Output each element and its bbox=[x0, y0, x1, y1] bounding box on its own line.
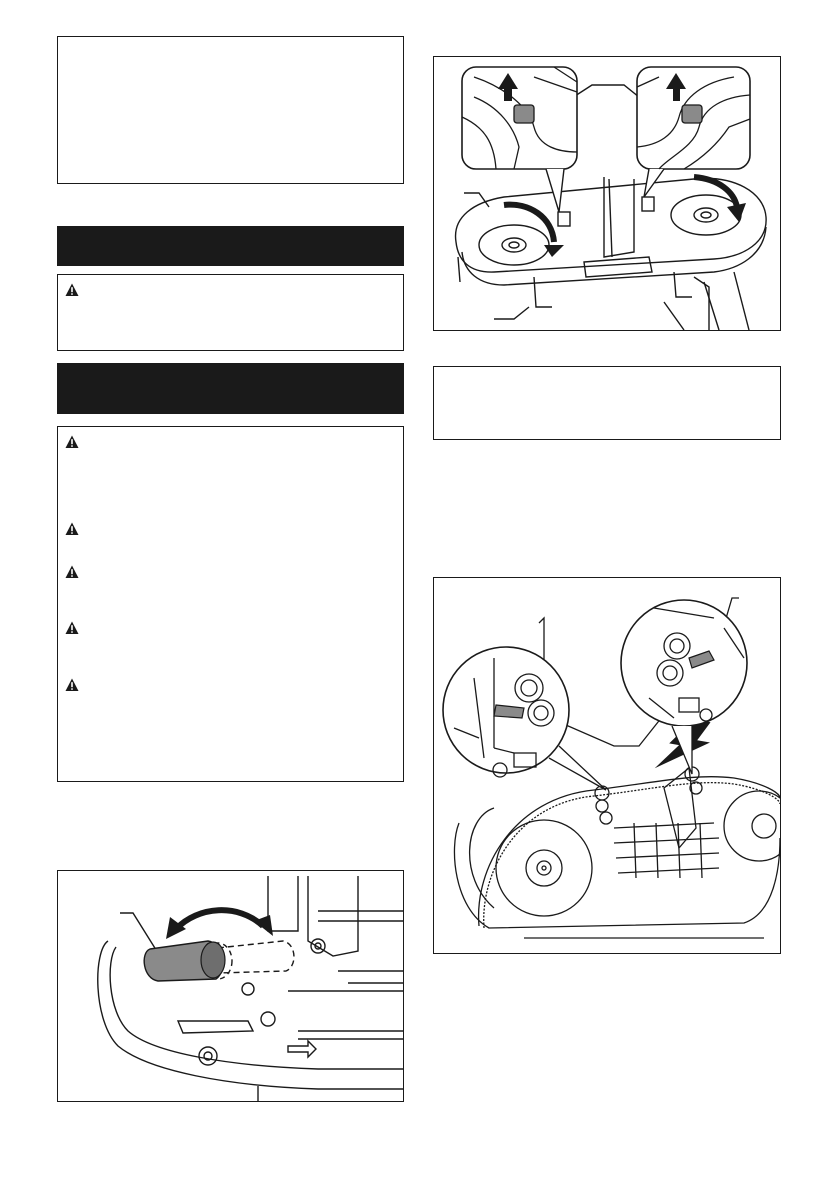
note-box-right bbox=[433, 366, 781, 440]
warning-icon bbox=[65, 621, 79, 635]
blade-installation-figure bbox=[433, 577, 781, 954]
warning-icon bbox=[65, 522, 79, 536]
warning-box-1 bbox=[57, 274, 404, 351]
blade-guard-latch-figure bbox=[433, 56, 781, 331]
warning-icon bbox=[65, 283, 79, 297]
section-header-bar-2 bbox=[57, 363, 404, 414]
warning-icon bbox=[65, 435, 79, 449]
warning-box-2 bbox=[57, 426, 404, 782]
section-header-bar-1 bbox=[57, 226, 404, 266]
blade-tension-lever-figure bbox=[57, 870, 404, 1102]
warning-icon bbox=[65, 678, 79, 692]
note-box-top bbox=[57, 36, 404, 184]
warning-icon bbox=[65, 565, 79, 579]
